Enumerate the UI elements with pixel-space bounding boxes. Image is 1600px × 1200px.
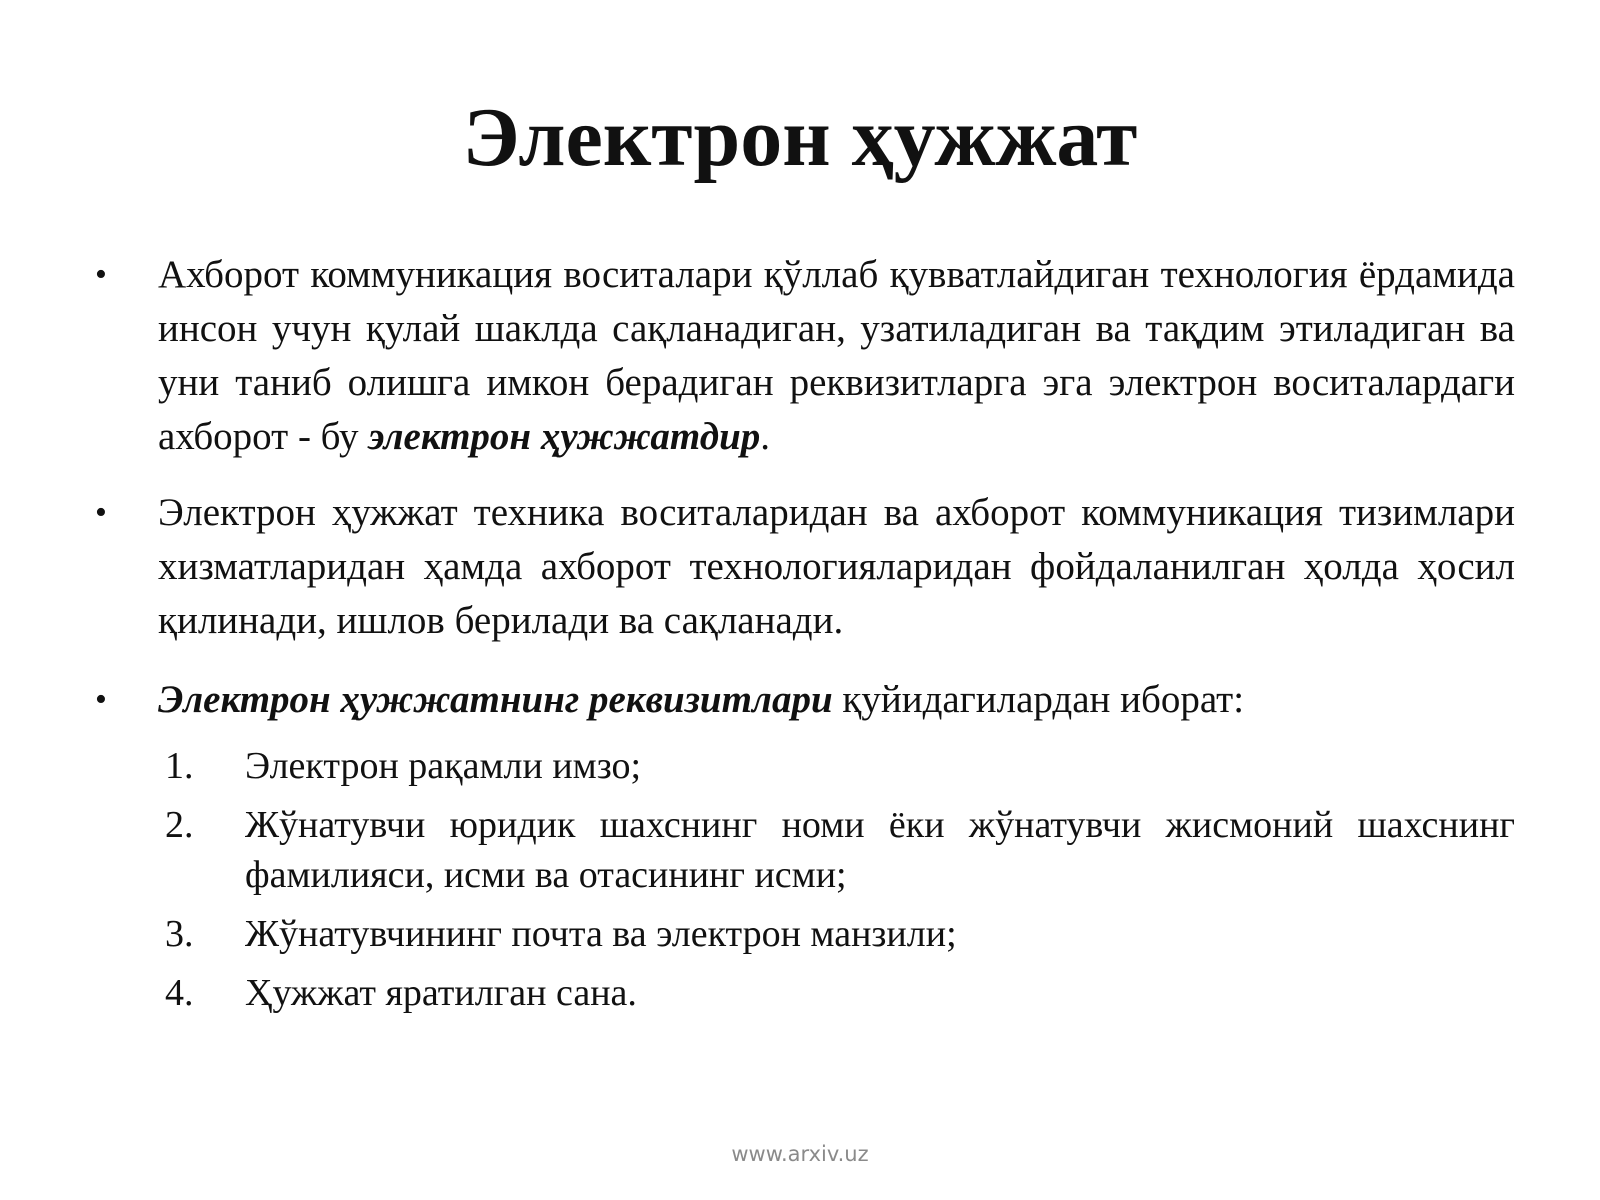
list-item-text: Ҳужжат яратилган сана. [245, 972, 637, 1014]
bullet-item-creation [95, 486, 1515, 648]
list-item [165, 909, 1515, 959]
bullet-list [95, 248, 1515, 1027]
list-item [165, 800, 1515, 900]
list-item-number: 1. [165, 745, 194, 787]
list-item-text: Жўнатувчининг почта ва электрон манзили; [245, 913, 957, 955]
bullet-emphasis: Электрон ҳужжатнинг реквизитлари [158, 678, 833, 721]
list-item-text: Жўнатувчи юридик шахснинг номи ёки жўнатувчи жисмоний шахснинг фамилияси, исми ва отасининг исми; [245, 804, 1515, 896]
bullet-emphasis: электрон ҳужжатдир [368, 415, 761, 458]
requisites-list [95, 741, 1515, 1018]
footer-watermark: www.arxiv.uz [731, 1142, 869, 1166]
bullet-tail: . [760, 415, 771, 458]
bullet-text: қуйидагилардан иборат: [832, 678, 1245, 721]
bullet-text: Ахборот коммуникация воситалари қўллаб қувватлайдиган технология ёрдамида инсон учун қулай шаклда сақланадиган, узатиладиган ва тақдим этиладиган ва уни таниб олишга имкон берадиган реквизитларга эга электрон воситалардаги ахборот - бу [158, 253, 1515, 458]
list-item-number: 2. [165, 804, 194, 846]
bullet-icon: • [95, 681, 107, 718]
bullet-icon: • [95, 256, 107, 293]
list-item-number: 3. [165, 913, 194, 955]
bullet-item-requisites [95, 673, 1515, 727]
list-item [165, 968, 1515, 1018]
list-item [165, 741, 1515, 791]
list-item-number: 4. [165, 972, 194, 1014]
bullet-item-definition [95, 248, 1515, 464]
bullet-text: Электрон ҳужжат техника воситаларидан ва ахборот коммуникация тизимлари хизматларидан ҳамда ахборот технологияларидан фойдаланилган ҳолда ҳосил қилинади, ишлов берилади ва сақланади. [158, 491, 1515, 642]
slide-title: Электрон ҳужжат [462, 91, 1138, 184]
bullet-icon: • [95, 494, 107, 531]
list-item-text: Электрон рақамли имзо; [245, 745, 642, 787]
